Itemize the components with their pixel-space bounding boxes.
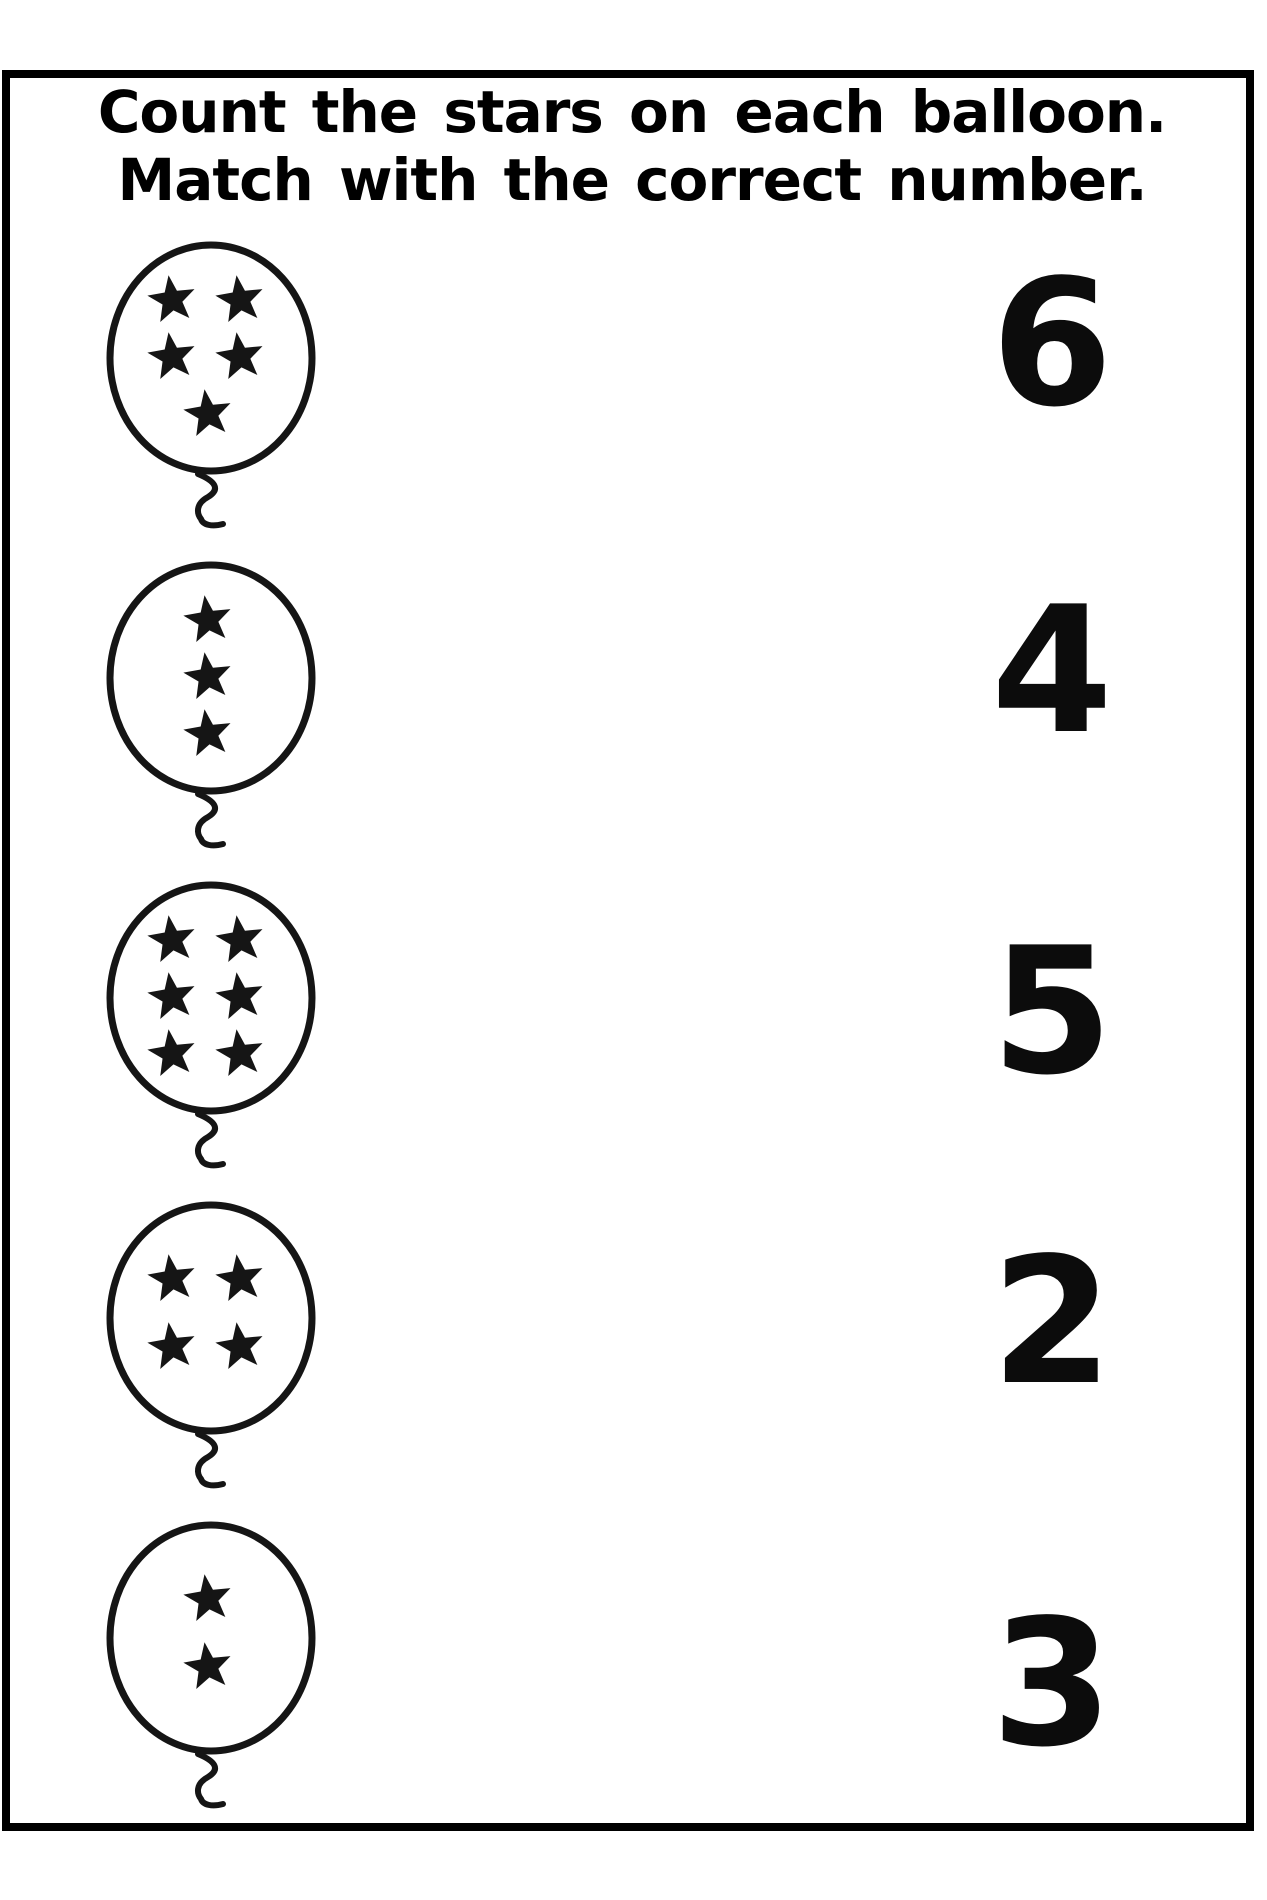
balloon-outline bbox=[110, 1205, 312, 1431]
balloon-3[interactable] bbox=[98, 878, 328, 1178]
balloon-1[interactable] bbox=[98, 238, 328, 538]
balloon-outline bbox=[110, 1525, 312, 1751]
number-option-4[interactable]: 4 bbox=[991, 570, 1113, 773]
balloon-string bbox=[198, 1114, 223, 1165]
balloon-string bbox=[198, 794, 223, 845]
number-option-5[interactable]: 5 bbox=[991, 911, 1113, 1114]
balloon-string bbox=[198, 1434, 223, 1485]
number-option-3[interactable]: 3 bbox=[991, 1583, 1113, 1786]
title-line-2: Match with the correct number. bbox=[117, 146, 1147, 214]
title-line-1: Count the stars on each balloon. bbox=[97, 78, 1167, 146]
balloon-5[interactable] bbox=[98, 1518, 328, 1818]
balloon-outline bbox=[110, 245, 312, 471]
number-option-2[interactable]: 2 bbox=[991, 1221, 1113, 1424]
balloon-string bbox=[198, 474, 223, 525]
balloon-4[interactable] bbox=[98, 1198, 328, 1498]
balloon-outline bbox=[110, 885, 312, 1111]
worksheet-title bbox=[12, 78, 1252, 214]
number-option-6[interactable]: 6 bbox=[991, 243, 1113, 446]
balloon-string bbox=[198, 1754, 223, 1805]
balloon-2[interactable] bbox=[98, 558, 328, 858]
